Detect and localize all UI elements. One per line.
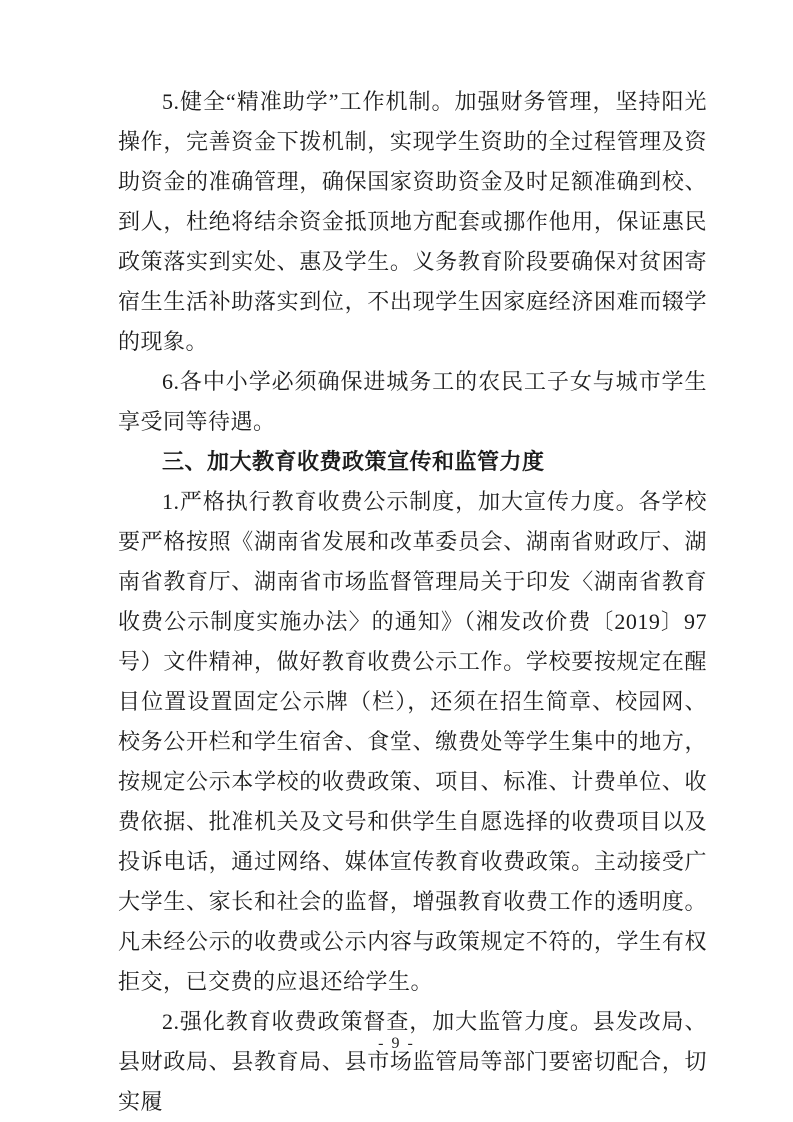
page-number: - 9 - [378,1035,415,1052]
section-heading-3: 三、加大教育收费政策宣传和监管力度 [162,449,545,474]
paragraph-item-1: 1.严格执行教育收费公示制度，加大宣传力度。各学校要严格按照《湖南省发展和改革委员会、湖南省财政厅、湖南省教育厅、湖南省市场监督管理局关于印发〈湖南省教育收费公示制度实施办法〉的通知》（湘发改价费〔2019〕97 号）文件精神，做好教育收费公示工作。学校要按规定在醒目位置设置固定公示牌（栏），还须在招生简章、校园网、校务公开栏和学生宿舍、食堂、缴费处等学生集中的地方，按规定公示本学校的收费政策、项目、标准、计费单位、收费依据、批准机关及文号和供学生自愿选择的收费项目以及投诉电话，通过网络、媒体宣传教育收费政策。主动接受广大学生、家长和社会的监督，增强教育收费工作的透明度。凡未经公示的收费或公示内容与政策规定不符的，学生有权拒交，已交费的应退还给学生。 [118,489,707,994]
paragraph-item-6: 6.各中小学必须确保进城务工的农民工子女与城市学生享受同等待遇。 [118,369,707,434]
document-body [118,82,707,1122]
paragraph-item-5: 5.健全“精准助学”工作机制。加强财务管理，坚持阳光操作，完善资金下拨机制，实现学生资助的全过程管理及资助资金的准确管理，确保国家资助资金及时足额准确到校、到人，杜绝将结余资金抵顶地方配套或挪作他用，保证惠民政策落实到实处、惠及学生。义务教育阶段要确保对贫困寄宿生生活补助落实到位，不出现学生因家庭经济困难而辍学的现象。 [118,89,707,354]
paragraph-item-2: 2.强化教育收费政策督查，加大监管力度。县发改局、县财政局、县教育局、县市场监管局等部门要密切配合，切实履 [118,1009,707,1114]
